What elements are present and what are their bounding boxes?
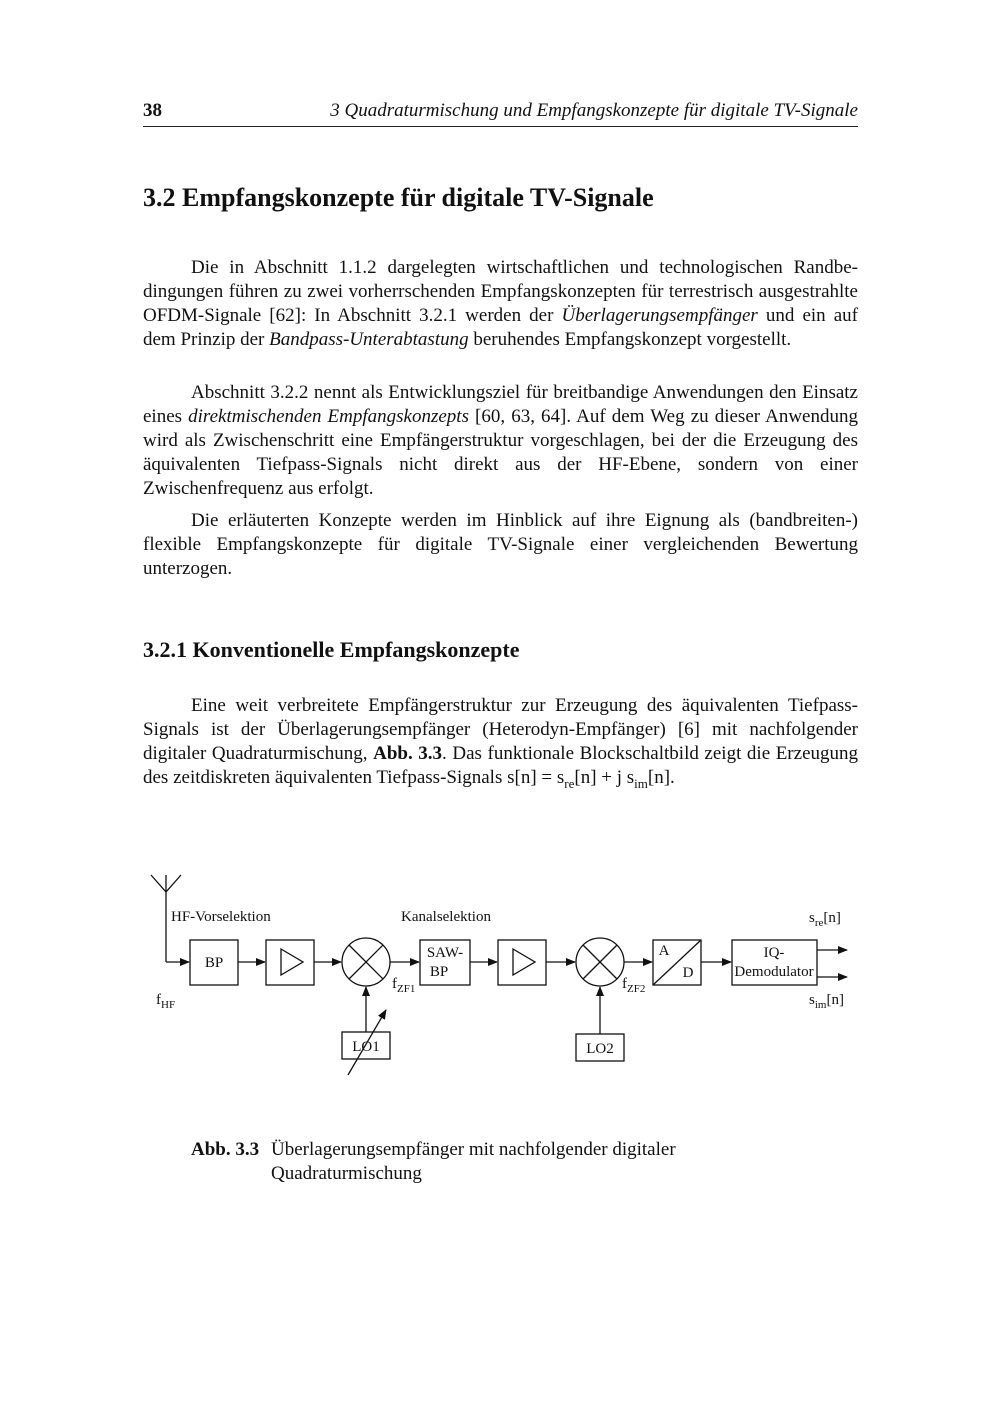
paragraph-3: Die erläuterten Konzepte werden im Hinblick auf ihre Eignung als (bandbreiten-) flexible Empfangskonzepte für digitale TV-Signale einer vergleichenden Bewertung unterzogen. bbox=[143, 510, 858, 579]
amplifier-2-block bbox=[498, 940, 546, 985]
chapter-title: 3 Quadraturmischung und Empfangskonzepte für digitale TV-Signale bbox=[330, 100, 858, 121]
amplifier-1-block bbox=[266, 940, 314, 985]
paragraph-4-text-e: [n] + j s bbox=[574, 767, 635, 788]
subscript-im: im bbox=[634, 775, 648, 791]
figure-reference: Abb. 3.3 bbox=[373, 743, 443, 764]
paragraph-1-text-e: beruhendes Empfangskonzept vorgestellt. bbox=[468, 329, 792, 350]
lo2-label: LO2 bbox=[586, 1041, 614, 1057]
caption-line-1: Überlagerungsempfänger mit nachfolgender digitaler bbox=[271, 1139, 676, 1160]
mixer-1-icon bbox=[342, 938, 390, 986]
iq-label-line2: Demodulator bbox=[734, 964, 814, 980]
block-diagram-figure bbox=[140, 860, 860, 1090]
paragraph-4-text-c: . Das funktionale Blockschaltbild zeigt die Erzeugung des zeitdiskreten äquivalenten Tiefpass-Signals s[n] = s bbox=[143, 743, 858, 788]
paragraph-1-text-c: und ein auf dem Prinzip der bbox=[143, 305, 858, 350]
paragraph-4 bbox=[143, 694, 858, 790]
paragraph-4-text-a: Eine weit verbreitete Empfängerstruktur zur Erzeugung des äquivalenten Tiefpass-Signals ist der Überlagerungsempfänger (Heterodyn-Empfänger) [6] mit nachfolgender digitaler Quadraturmischung, bbox=[143, 695, 858, 764]
subscript-re: re bbox=[564, 775, 575, 791]
paragraph-1-text-a: Die in Abschnitt 1.1.2 dargelegten wirtschaftlichen und technologischen Randbedingungen führen zu zwei vorherrschenden Empfangskonzepten für terrestrisch ausgestrahlte OFDM-Signale [62]: In Abschnitt 3.2.1 werden der bbox=[143, 257, 858, 326]
s-im-output-label: $s_{im}[n]$ bbox=[809, 992, 844, 1011]
paragraph-2 bbox=[143, 381, 858, 501]
running-header bbox=[143, 98, 858, 127]
iq-label-line1: IQ- bbox=[763, 945, 785, 961]
paragraph-1-emphasis-1: Überlagerungsempfänger bbox=[561, 305, 758, 326]
section-heading: 3.2 Empfangskonzepte für digitale TV-Signale bbox=[143, 183, 654, 212]
paragraph-4-text-g: [n]. bbox=[647, 767, 675, 788]
caption-line-2: Quadraturmischung bbox=[271, 1163, 422, 1184]
paragraph-2-text-a: Abschnitt 3.2.2 nennt als Entwicklungsziel für breitbandige Anwendungen den Einsatz eines bbox=[143, 382, 858, 427]
paragraph-1 bbox=[143, 256, 858, 352]
f-hf-label: $f_{HF}$ bbox=[156, 992, 176, 1011]
subsection-heading: 3.2.1 Konventionelle Empfangskonzepte bbox=[143, 637, 520, 662]
hf-vorselektion-label: HF-Vorselektion bbox=[171, 909, 271, 925]
amplifier-1-icon bbox=[281, 949, 303, 975]
f-zf2-label: $f_{ZF2}$ bbox=[622, 976, 646, 995]
paragraph-2-emphasis: direktmischenden Empfangskonzepts bbox=[188, 406, 469, 427]
s-re-output-label: $s_{re}[n]$ bbox=[809, 910, 841, 929]
saw-label-line2: BP bbox=[429, 964, 449, 980]
caption-text bbox=[271, 1138, 791, 1186]
amplifier-2-icon bbox=[513, 949, 535, 975]
adc-label-a: A bbox=[658, 943, 670, 959]
bp-label: BP bbox=[204, 955, 224, 971]
adc-label-d: D bbox=[682, 965, 694, 981]
saw-label-line1: SAW- bbox=[426, 945, 464, 961]
caption-label: Abb. 3.3 bbox=[191, 1139, 260, 1160]
paragraph-2-text-c: [60, 63, 64]. Auf dem Weg zu dieser Anwendung wird als Zwischenschritt eine Empfängerstruktur vorgeschlagen, bei der die Erzeugung des äquivalenten Tiefpass-Signals nicht direkt aus der HF-Ebene, sondern von einer Zwischenfrequenz aus erfolgt. bbox=[143, 406, 858, 499]
lo1-label: LO1 bbox=[352, 1039, 380, 1055]
page-number: 38 bbox=[143, 100, 162, 121]
kanalselektion-label: Kanalselektion bbox=[401, 909, 491, 925]
f-zf1-label: $f_{ZF1}$ bbox=[392, 976, 416, 995]
mixer-2-icon bbox=[576, 938, 624, 986]
block-diagram bbox=[140, 860, 860, 1090]
paragraph-1-emphasis-2: Bandpass-Unterabtastung bbox=[269, 329, 469, 350]
